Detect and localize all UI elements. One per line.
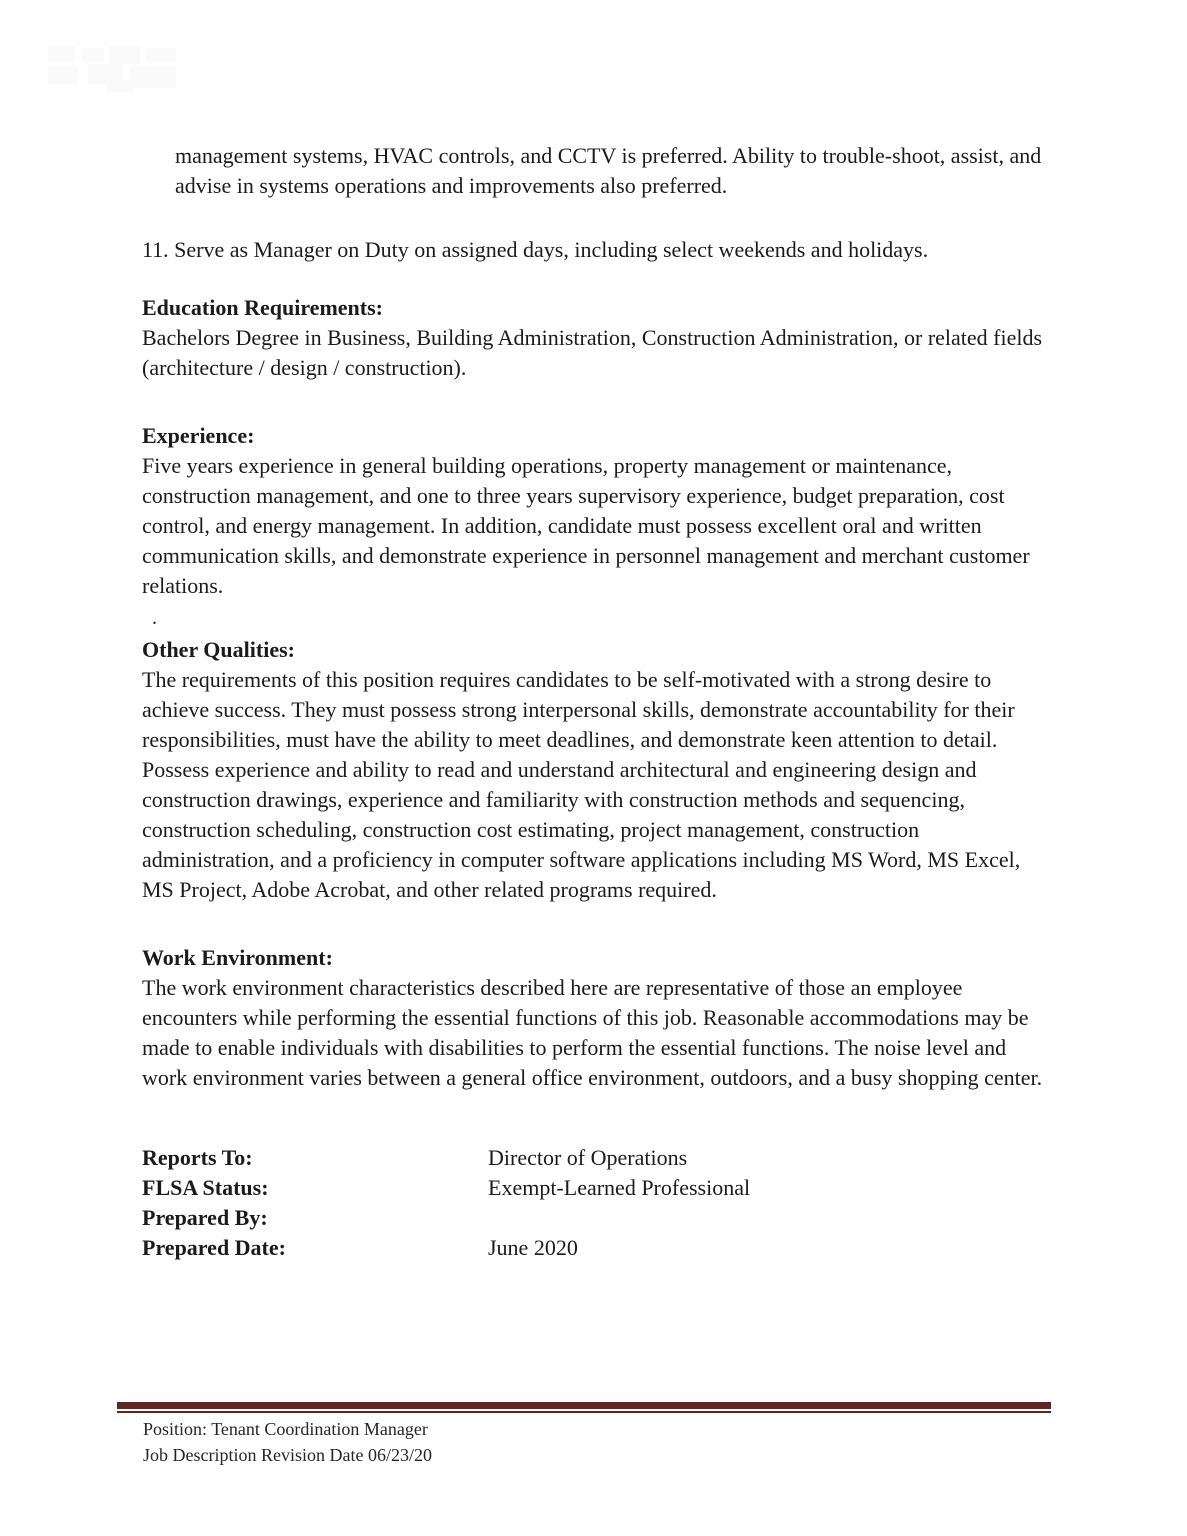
meta-label: Prepared By:	[142, 1205, 268, 1230]
meta-value	[488, 1203, 1050, 1233]
page-footer	[143, 1416, 432, 1468]
section-body-education-requirements: Bachelors Degree in Business, Building Administration, Construction Administration, or related fields (architecture / design / construction).	[142, 325, 1043, 380]
paragraph-item-11: 11. Serve as Manager on Duty on assigned days, including select weekends and holidays.	[142, 237, 929, 262]
watermark-block	[48, 46, 74, 62]
section-other-qualities	[142, 635, 1050, 905]
watermark-block	[110, 46, 140, 64]
stray-period: .	[152, 607, 157, 629]
meta-row-prepared-date	[142, 1233, 1050, 1263]
section-body-experience: Five years experience in general building operations, property management or maintenance, construction management, and one to three years supervisory experience, budget preparation, cost control, and energy management. In addition, candidate must possess excellent oral and written communication skills, and demonstrate experience in personnel management and merchant customer relations.	[142, 453, 1030, 598]
faded-logo-watermark	[48, 46, 180, 94]
meta-value: Exempt-Learned Professional	[488, 1175, 751, 1200]
footer-rule-thin	[117, 1411, 1051, 1413]
section-experience	[142, 421, 1050, 601]
meta-label: FLSA Status:	[142, 1175, 269, 1200]
watermark-block	[48, 66, 78, 84]
meta-value: Director of Operations	[488, 1145, 688, 1170]
footer-revision-line: Job Description Revision Date 06/23/20	[143, 1445, 432, 1465]
section-heading-other-qualities: Other Qualities:	[142, 637, 295, 662]
document-body	[142, 141, 1050, 1263]
meta-row-prepared-by	[142, 1203, 1050, 1233]
section-body-work-environment: The work environment characteristics described here are representative of those an employee encounters while performing the essential functions of this job. Reasonable accommodations may be made to enable individuals with disabilities to perform the essential functions. The noise level and work environment varies between a general office environment, outdoors, and a busy shopping center.	[142, 975, 1043, 1090]
section-heading-work-environment: Work Environment:	[142, 945, 333, 970]
paragraph-item10-continuation: management systems, HVAC controls, and CCTV is preferred. Ability to trouble-shoot, assist, and advise in systems operations and improvements also preferred.	[175, 143, 1042, 198]
section-heading-experience: Experience:	[142, 423, 255, 448]
watermark-block	[82, 48, 104, 62]
section-education-requirements	[142, 293, 1050, 383]
footer-rule-thick	[117, 1402, 1051, 1409]
job-meta-table	[142, 1143, 1050, 1263]
meta-label: Reports To:	[142, 1145, 253, 1170]
watermark-block	[130, 66, 176, 88]
section-work-environment	[142, 943, 1050, 1093]
footer-position-line: Position: Tenant Coordination Manager	[143, 1419, 428, 1439]
meta-label: Prepared Date:	[142, 1235, 286, 1260]
meta-row-flsa-status	[142, 1173, 1050, 1203]
watermark-block	[106, 80, 134, 92]
meta-row-reports-to	[142, 1143, 1050, 1173]
meta-value: June 2020	[488, 1235, 578, 1260]
section-body-other-qualities: The requirements of this position requires candidates to be self-motivated with a strong desire to achieve success. They must possess strong interpersonal skills, demonstrate accountability for their responsibilities, must have the ability to meet deadlines, and demonstrate keen attention to detail. Possess experience and ability to read and understand architectural and engineering design and construction drawings, experience and familiarity with construction methods and sequencing, construction scheduling, construction cost estimating, project management, construction administration, and a proficiency in computer software applications including MS Word, MS Excel, MS Project, Adobe Acrobat, and other related programs required.	[142, 667, 1021, 902]
section-heading-education-requirements: Education Requirements:	[142, 295, 383, 320]
watermark-block	[146, 48, 176, 62]
